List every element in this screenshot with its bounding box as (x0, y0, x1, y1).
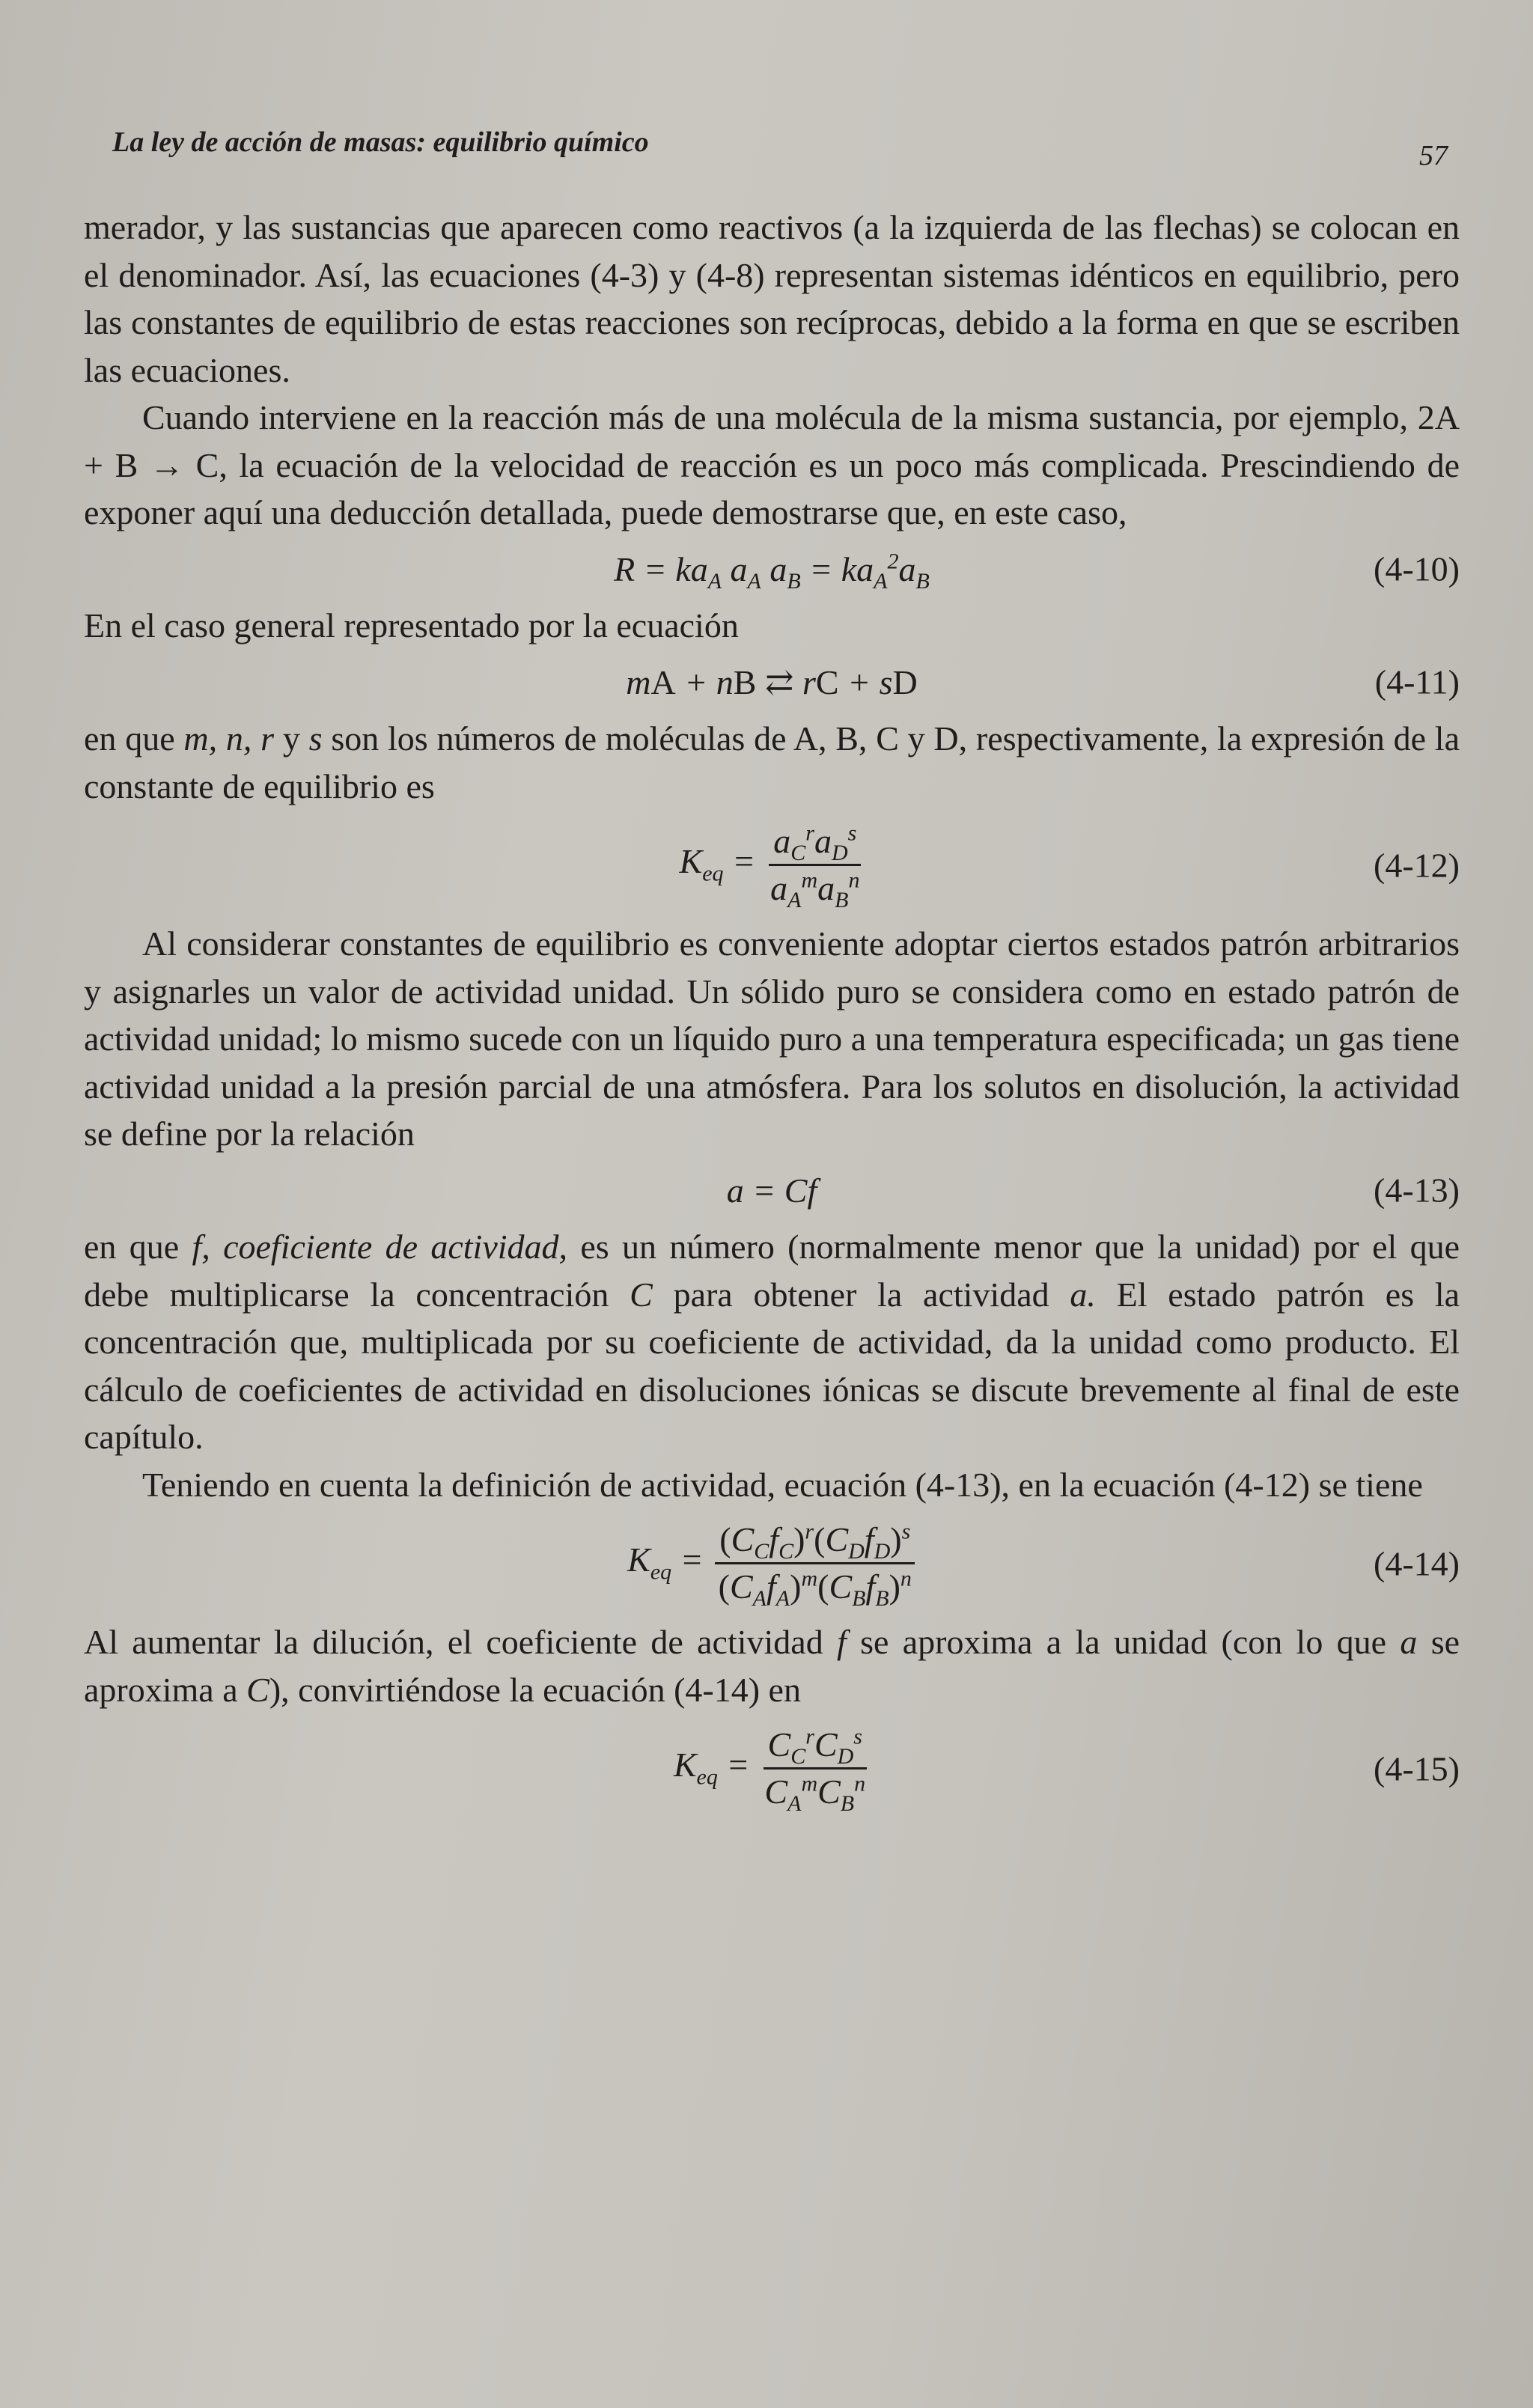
paragraph-4 (84, 715, 1460, 810)
equation-4-14-body: $K_{eq}$ = $\frac{(C_Cf_C)^r(C_Df_D)^s}{(C_Af_A)^m(C_Bf_B)^n}$ (627, 1517, 916, 1609)
p8-lead: Al aumentar la dilución, el coeficiente de actividad (84, 1623, 823, 1661)
equation-4-13 (84, 1167, 1460, 1215)
p6-mid: es un número (normalmente menor que la unidad) por el que debe multiplicarse la concentración (84, 1228, 1460, 1314)
p4-s: s (308, 719, 323, 758)
equation-4-10 (84, 546, 1460, 594)
equation-4-10-body: $R = ka_A$ $a_A$ $a_B = ka_A^2a_B$ (614, 549, 930, 594)
equation-4-13-label: (4-13) (1374, 1171, 1460, 1210)
paragraph-3: En el caso general representado por la ecuación (84, 606, 739, 644)
p4-vars: m, n, r (183, 719, 275, 758)
p6-f: f, (192, 1228, 210, 1266)
p4-rest: son los números de moléculas de A, B, C y D, respectivamente, la expresión de la constante de equilibrio es (84, 719, 1460, 805)
p6-rest: El estado patrón es la concentración que, multiplicada por su coeficiente de actividad, da la unidad como producto. El cálculo de coeficientes de actividad en disoluciones iónicas se discute brevemente al final de este capítulo. (84, 1275, 1460, 1456)
equation-4-11 (84, 659, 1460, 707)
paragraph-5: Al considerar constantes de equilibrio es conveniente adoptar ciertos estados patrón arbitrarios y asignarles un valor de actividad unidad. Un sólido puro se considera como en estado patrón de actividad unidad; lo mismo sucede con un líquido puro a una temperatura especificada; un gas tiene actividad unidad a la presión parcial de una atmósfera. Para los solutos en disolución, la actividad se define por la relación (84, 924, 1460, 1153)
p4-y: y (282, 719, 300, 758)
paragraph-6 (84, 1223, 1460, 1461)
equation-4-15 (84, 1722, 1460, 1817)
paragraph-7: Teniendo en cuenta la definición de actividad, ecuación (4-13), en la ecuación (4-12) se tiene (142, 1465, 1423, 1504)
equation-4-11-body: mA + nB ⇄ rC + sD (626, 662, 918, 701)
equation-4-12 (84, 819, 1460, 911)
page-number: 57 (1419, 140, 1448, 171)
paragraph-1: merador, y las sustancias que aparecen como reactivos (a la izquierda de las flechas) se colocan en el denominador. Así, las ecuaciones (4-3) y (4-8) representan sistemas idénticos en equilibrio, pero las constantes de equilibrio de estas reacciones son recíprocas, debido a la forma en que se escriben las ecuaciones. (84, 208, 1460, 389)
p6-a: a. (1070, 1275, 1096, 1314)
p6-C: C (630, 1275, 653, 1314)
p8-f: f (837, 1623, 847, 1661)
p8-rest: ), convirtiéndose la ecuación (4-14) en (269, 1670, 801, 1709)
p6-obtain: para obtener la actividad (673, 1275, 1049, 1314)
equation-4-15-body: $K_{eq}$ = $\frac{C_C^rC_D^s}{C_A^mC_B^n}$ (674, 1722, 870, 1814)
p8-approx: se aproxima a (84, 1623, 1460, 1709)
equation-4-15-label: (4-15) (1374, 1749, 1460, 1787)
paragraph-8 (84, 1618, 1460, 1713)
p8-mid: se aproxima a la unidad (con lo que (860, 1623, 1387, 1661)
equation-4-13-body: a = Cf (726, 1171, 817, 1210)
equation-4-10-label: (4-10) (1374, 549, 1460, 588)
page-body (84, 204, 1460, 1823)
p6-lead: en que (84, 1228, 180, 1266)
equation-4-14 (84, 1517, 1460, 1612)
p8-a: a (1400, 1623, 1418, 1661)
p8-C: C (246, 1670, 269, 1709)
running-title: La ley de acción de masas: equilibrio químico (112, 127, 649, 158)
equation-4-11-label: (4-11) (1374, 662, 1460, 701)
equation-4-12-body: $K_{eq}$ = $\frac{a_C^ra_D^s}{a_A^ma_B^n}$ (680, 819, 865, 911)
equation-4-14-label: (4-14) (1374, 1543, 1460, 1582)
paragraph-2: Cuando interviene en la reacción más de una molécula de la misma sustancia, por ejemplo, 2A + B → C, la ecuación de la velocidad de reacción es un poco más complicada. Prescindiendo de exponer aquí una deducción detallada, puede demostrarse que, en este caso, (84, 398, 1460, 531)
equation-4-12-label: (4-12) (1374, 845, 1460, 884)
p6-term: coeficiente de actividad, (223, 1228, 568, 1266)
p4-lead: en que (84, 719, 175, 758)
